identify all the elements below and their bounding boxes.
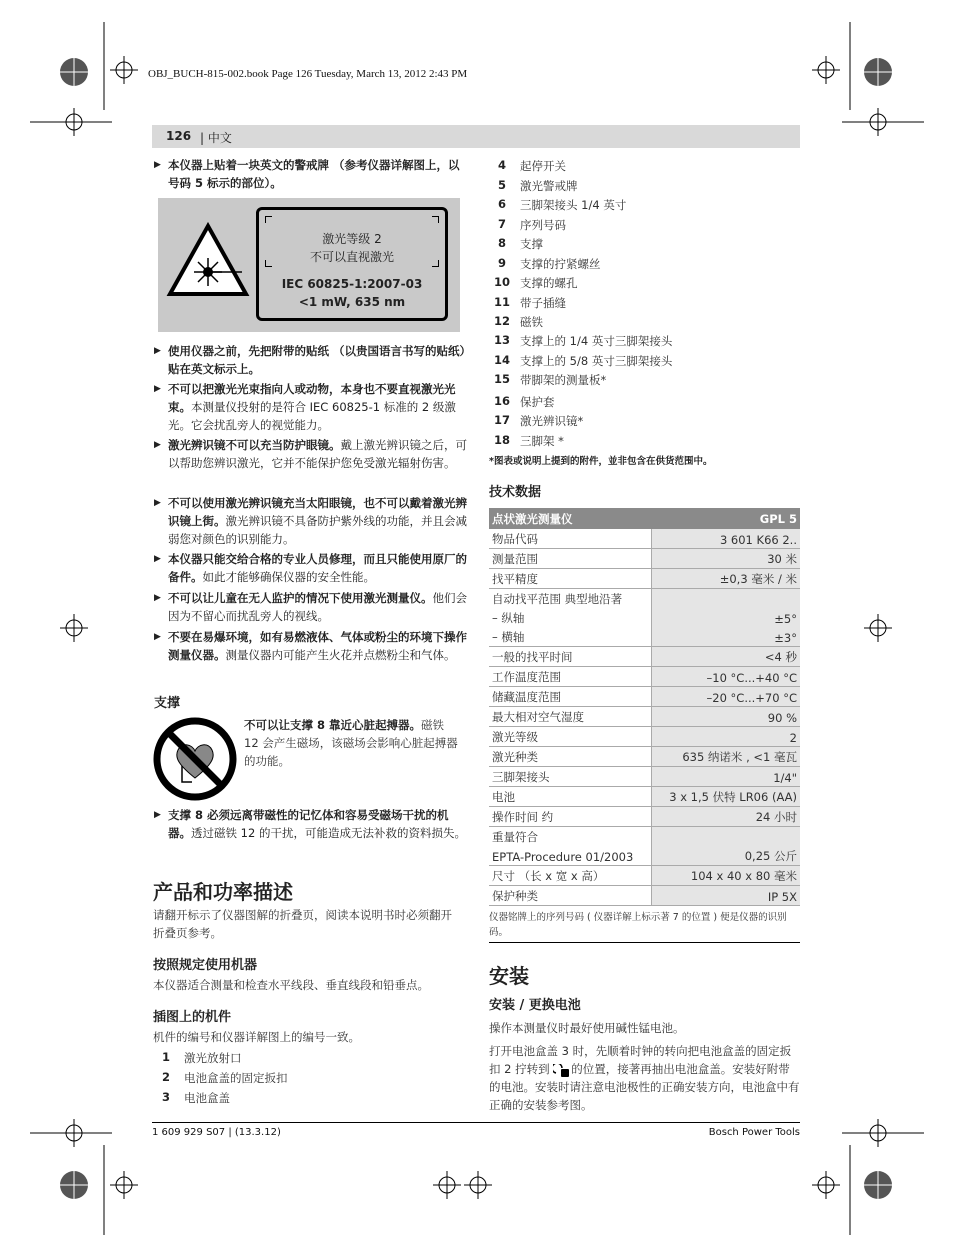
- intended-use-heading: 按照规定使用机器: [153, 958, 258, 973]
- safety-bullet-5: ▶ 本仪器只能交给合格的专业人员修理，而且只能使用原厂的备件。如此才能够确保仪器的安全性能。: [154, 552, 467, 584]
- install-heading: 安装: [489, 964, 529, 988]
- table-row: 找平精度 ±0,3 毫米 / 米: [489, 569, 800, 589]
- warning-bullet-label: ▶ 本仪器上贴着一块英文的警戒牌 （参考仪器详解图上，以号码 5 标示的部位）。: [154, 158, 460, 190]
- table-row: 尺寸 （长 x 宽 x 高） 104 x 40 x 80 毫米: [489, 866, 800, 886]
- table-row: 保护种类 IP 5X: [489, 886, 800, 906]
- bullet-arrow-icon: ▶: [154, 632, 161, 642]
- table-header-model: GPL 5: [652, 508, 800, 529]
- safety-bullet-1: ▶ 使用仪器之前，先把附带的贴纸 （以贵国语言书写的贴纸）贴在英文标示上。: [154, 344, 466, 376]
- table-row: 最大相对空气湿度 90 %: [489, 707, 800, 727]
- table-row: 测量范围 30 米: [489, 549, 800, 569]
- parts-heading: 插图上的机件: [153, 1010, 232, 1025]
- print-header: OBJ_BUCH-815-002.book Page 126 Tuesday, March 13, 2012 2:43 PM: [148, 68, 468, 80]
- laser-hazard-icon: [166, 222, 250, 298]
- tech-data-table: [489, 508, 800, 906]
- laser-label-panel: [256, 207, 448, 321]
- table-row: 储藏温度范围 –20 °C...+70 °C: [489, 687, 800, 707]
- safety-bullet-4: ▶ 不可以使用激光辨识镜充当太阳眼镜，也不可以戴着激光辨识镜上街。激光辨识镜不具备防护紫外线的功能，并且会减弱您对颜色的识别能力。: [154, 496, 467, 546]
- table-note: 仪器铭牌上的序列号码 ( 仪器详解上标示著 7 的位置 ) 便是仪器的识别码。: [489, 910, 800, 943]
- safety-bullet-7: ▶ 不要在易爆环境，如有易燃液体、气体或粉尘的环境下操作测量仪器。测量仪器内可能产生火花并点燃粉尘和气体。: [154, 630, 467, 662]
- unlock-icon: [553, 1064, 571, 1076]
- page-number: 126: [166, 129, 192, 143]
- iec-standard-text: IEC 60825-1:2007-03: [281, 277, 423, 291]
- table-row: EPTA-Procedure 01/2003 0,25 公斤: [489, 846, 800, 866]
- no-pacemaker-icon: [152, 716, 238, 802]
- product-text: 请翻开标示了仪器图解的折叠页，阅读本说明书时必须翻开折叠页参考。: [153, 908, 452, 940]
- product-heading: 产品和功率描述: [153, 880, 293, 904]
- table-row: 操作时间 约 24 小时: [489, 807, 800, 827]
- table-row: 自动找平范围 典型地沿著: [489, 589, 800, 609]
- pacemaker-warning: 不可以让支撑 8 靠近心脏起搏器。磁铁 12 会产生磁场，该磁场会影响心脏起搏器的功能。: [244, 718, 458, 768]
- bullet-arrow-icon: ▶: [154, 160, 161, 170]
- laser-class-text: 激光等级 2: [322, 232, 382, 246]
- laser-warning-label: [158, 198, 460, 332]
- intended-use-text: 本仪器适合测量和检查水平线段、垂直线段和铅垂点。: [153, 978, 429, 992]
- bullet-arrow-icon: ▶: [154, 440, 161, 450]
- safety-bullet-6: ▶ 不可以让儿童在无人监护的情况下使用激光测量仪。他们会因为不留心而扰乱旁人的视线。: [154, 591, 467, 623]
- bullet-arrow-icon: ▶: [154, 346, 161, 356]
- footer-code: 1 609 929 S07 | (13.3.12): [152, 1127, 281, 1138]
- table-row: – 横轴 ±3°: [489, 627, 800, 647]
- safety-bullet-2: ▶ 不可以把激光光束指向人或动物，本身也不要直视激光光束。本测量仪投射的是符合 IEC 60825-1 标准的 2 级激光。它会扰乱旁人的视觉能力。: [154, 382, 456, 432]
- table-row: 物品代码 3 601 K66 2..: [489, 529, 800, 549]
- table-row: 电池 3 x 1,5 伏特 LR06 (AA): [489, 787, 800, 807]
- language-label: | 中文: [200, 131, 232, 145]
- table-row: – 纵轴 ±5°: [489, 608, 800, 627]
- table-row: 激光等级 2: [489, 727, 800, 747]
- battery-text-2: 打开电池盒盖 3 时，先顺着时钟的转向把电池盒盖的固定扳扣 2 拧转到 的位置，接著再抽出电池盒盖。安装好附带的电池。安装时请注意电池极性的正确安装方向，电池盒中有正确的安装参考图。: [489, 1044, 800, 1112]
- bullet-arrow-icon: ▶: [154, 554, 161, 564]
- no-stare-text: 不可以直视激光: [309, 250, 394, 264]
- bullet-arrow-icon: ▶: [154, 593, 161, 603]
- table-row: 工作温度范围 –10 °C...+40 °C: [489, 667, 800, 687]
- bullet-arrow-icon: ▶: [154, 498, 161, 508]
- footer-rule: [152, 1122, 800, 1123]
- page-header-bar: [152, 125, 800, 148]
- support-bullet: ▶ 支撑 8 必须远离带磁性的记忆体和容易受磁场干扰的机器。透过磁铁 12 的干扰，可能造成无法补救的资料损失。: [154, 808, 466, 840]
- battery-text-1: 操作本测量仪时最好使用碱性锰电池。: [489, 1021, 685, 1035]
- table-row: 三脚架接头 1/4": [489, 767, 800, 787]
- safety-bullet-3: ▶ 激光辨识镜不可以充当防护眼镜。戴上激光辨识镜之后，可以帮助您辨识激光，它并不能保护您免受激光辐射伤害。: [154, 438, 467, 470]
- bullet-arrow-icon: ▶: [154, 810, 161, 820]
- footer-brand: Bosch Power Tools: [708, 1127, 800, 1138]
- table-row: 重量符合: [489, 827, 800, 847]
- support-heading: 支撑: [154, 696, 181, 711]
- table-header-name: 点状激光测量仪: [489, 508, 652, 529]
- battery-heading: 安装 / 更换电池: [489, 998, 581, 1013]
- table-row: 一般的找平时间 <4 秒: [489, 647, 800, 667]
- parts-text: 机件的编号和仪器详解图上的编号一致。: [153, 1030, 360, 1044]
- accessory-note: *图表或说明上提到的附件，並非包含在供货范围中。: [489, 456, 713, 467]
- tech-data-heading: 技术数据: [489, 485, 542, 500]
- table-header-row: [489, 508, 800, 529]
- table-row: 激光种类 635 纳诺米 , <1 毫瓦: [489, 747, 800, 767]
- bullet-arrow-icon: ▶: [154, 384, 161, 394]
- laser-power-text: <1 mW, 635 nm: [298, 295, 406, 309]
